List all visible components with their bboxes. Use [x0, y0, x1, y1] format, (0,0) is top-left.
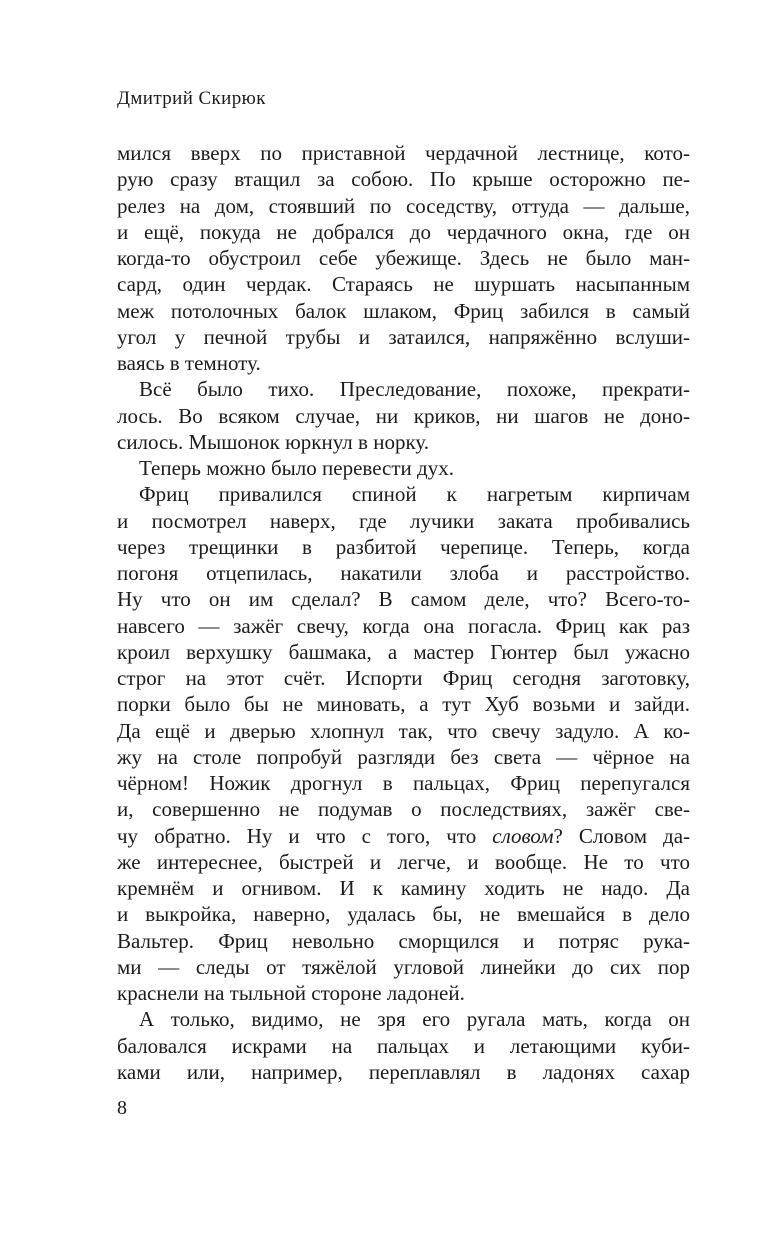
paragraph: [117, 1006, 690, 1085]
text-line: Теперь можно было перевести дух.: [139, 456, 454, 480]
text-line: Да ещё и дверью хлопнул так, что свечу задуло. А ко-: [117, 718, 690, 743]
text-line: Ну что он им сделал? В самом деле, что? Всего-то-: [117, 587, 690, 612]
text-line: и, совершенно не подумав о последствиях, зажёг све-: [117, 797, 690, 822]
text-line: когда-то обустроил себе убежище. Здесь не было ман-: [117, 246, 690, 270]
text-line: рую сразу втащил за собою. По крыше осторожно пе-: [117, 167, 690, 192]
paragraph: [117, 376, 690, 455]
text-line: чу обратно. Ну и что с того, что словом? Словом да-: [117, 823, 690, 848]
text-line: навсего — зажёг свечу, когда она погасла. Фриц как раз: [117, 613, 690, 638]
text-line: лось. Во всяком случае, ни криков, ни шагов не доно-: [117, 403, 690, 428]
text-line: Фриц привалился спиной к нагретым кирпичам: [139, 482, 690, 507]
text-line: порки было бы не миновать, а тут Хуб возьми и зайди.: [117, 692, 690, 717]
text-line: Вальтер. Фриц невольно сморщился и потряс рука-: [117, 928, 690, 953]
text-line: мился вверх по приставной чердачной лестнице, кото-: [117, 141, 690, 165]
text-line: кроил верхушку башмака, а мастер Гюнтер был ужасно: [117, 639, 690, 664]
text-line: кремнём и огнивом. И к камину ходить не надо. Да: [117, 876, 690, 900]
text-line: угол у печной трубы и затаился, напряжённо вслуши-: [117, 324, 690, 349]
text-line: ваясь в темноту.: [117, 351, 261, 375]
text-line: и посмотрел наверх, где лучики заката пробивались: [117, 508, 690, 533]
body-text-block: [117, 140, 690, 1085]
text-line: ми — следы от тяжёлой угловой линейки до сих пор: [117, 954, 690, 979]
text-line: погоня отцепилась, накатили злоба и расстройство.: [117, 561, 690, 585]
text-line: Всё было тихо. Преследование, похоже, прекрати-: [139, 377, 690, 402]
text-line: же интереснее, быстрей и легче, и вообще. Не то что: [117, 849, 690, 874]
text-line: меж потолочных балок шлаком, Фриц забился в самый: [117, 298, 690, 323]
paragraph: [117, 481, 690, 1006]
text-line: ками или, например, переплавлял в ладонях сахар: [117, 1059, 690, 1084]
text-line: силось. Мышонок юркнул в норку.: [117, 429, 429, 454]
paragraph: [117, 455, 690, 481]
running-header-author: Дмитрий Скирюк: [117, 88, 266, 109]
text-line: и выкройка, наверно, удалась бы, не вмешайся в дело: [117, 902, 690, 927]
text-line: краснели на тыльной стороне ладоней.: [117, 981, 465, 1005]
text-line: А только, видимо, не зря его ругала мать, когда он: [139, 1007, 690, 1032]
text-line: релез на дом, стоявший по соседству, оттуда — дальше,: [117, 193, 690, 218]
page-number: 8: [117, 1097, 127, 1119]
text-line: баловался искрами на пальцах и летающими куби-: [117, 1033, 690, 1058]
text-line: строг на этот счёт. Испорти Фриц сегодня заготовку,: [117, 666, 690, 690]
text-line: чёрном! Ножик дрогнул в пальцах, Фриц перепугался: [117, 771, 690, 795]
text-line: через трещинки в разбитой черепице. Теперь, когда: [117, 534, 690, 559]
text-line: жу на столе попробуй разгляди без света — чёрное на: [117, 744, 690, 769]
paragraph: [117, 140, 690, 376]
text-line: и ещё, покуда не добрался до чердачного окна, где он: [117, 219, 690, 244]
text-line: сард, один чердак. Стараясь не шуршать насыпанным: [117, 272, 690, 297]
